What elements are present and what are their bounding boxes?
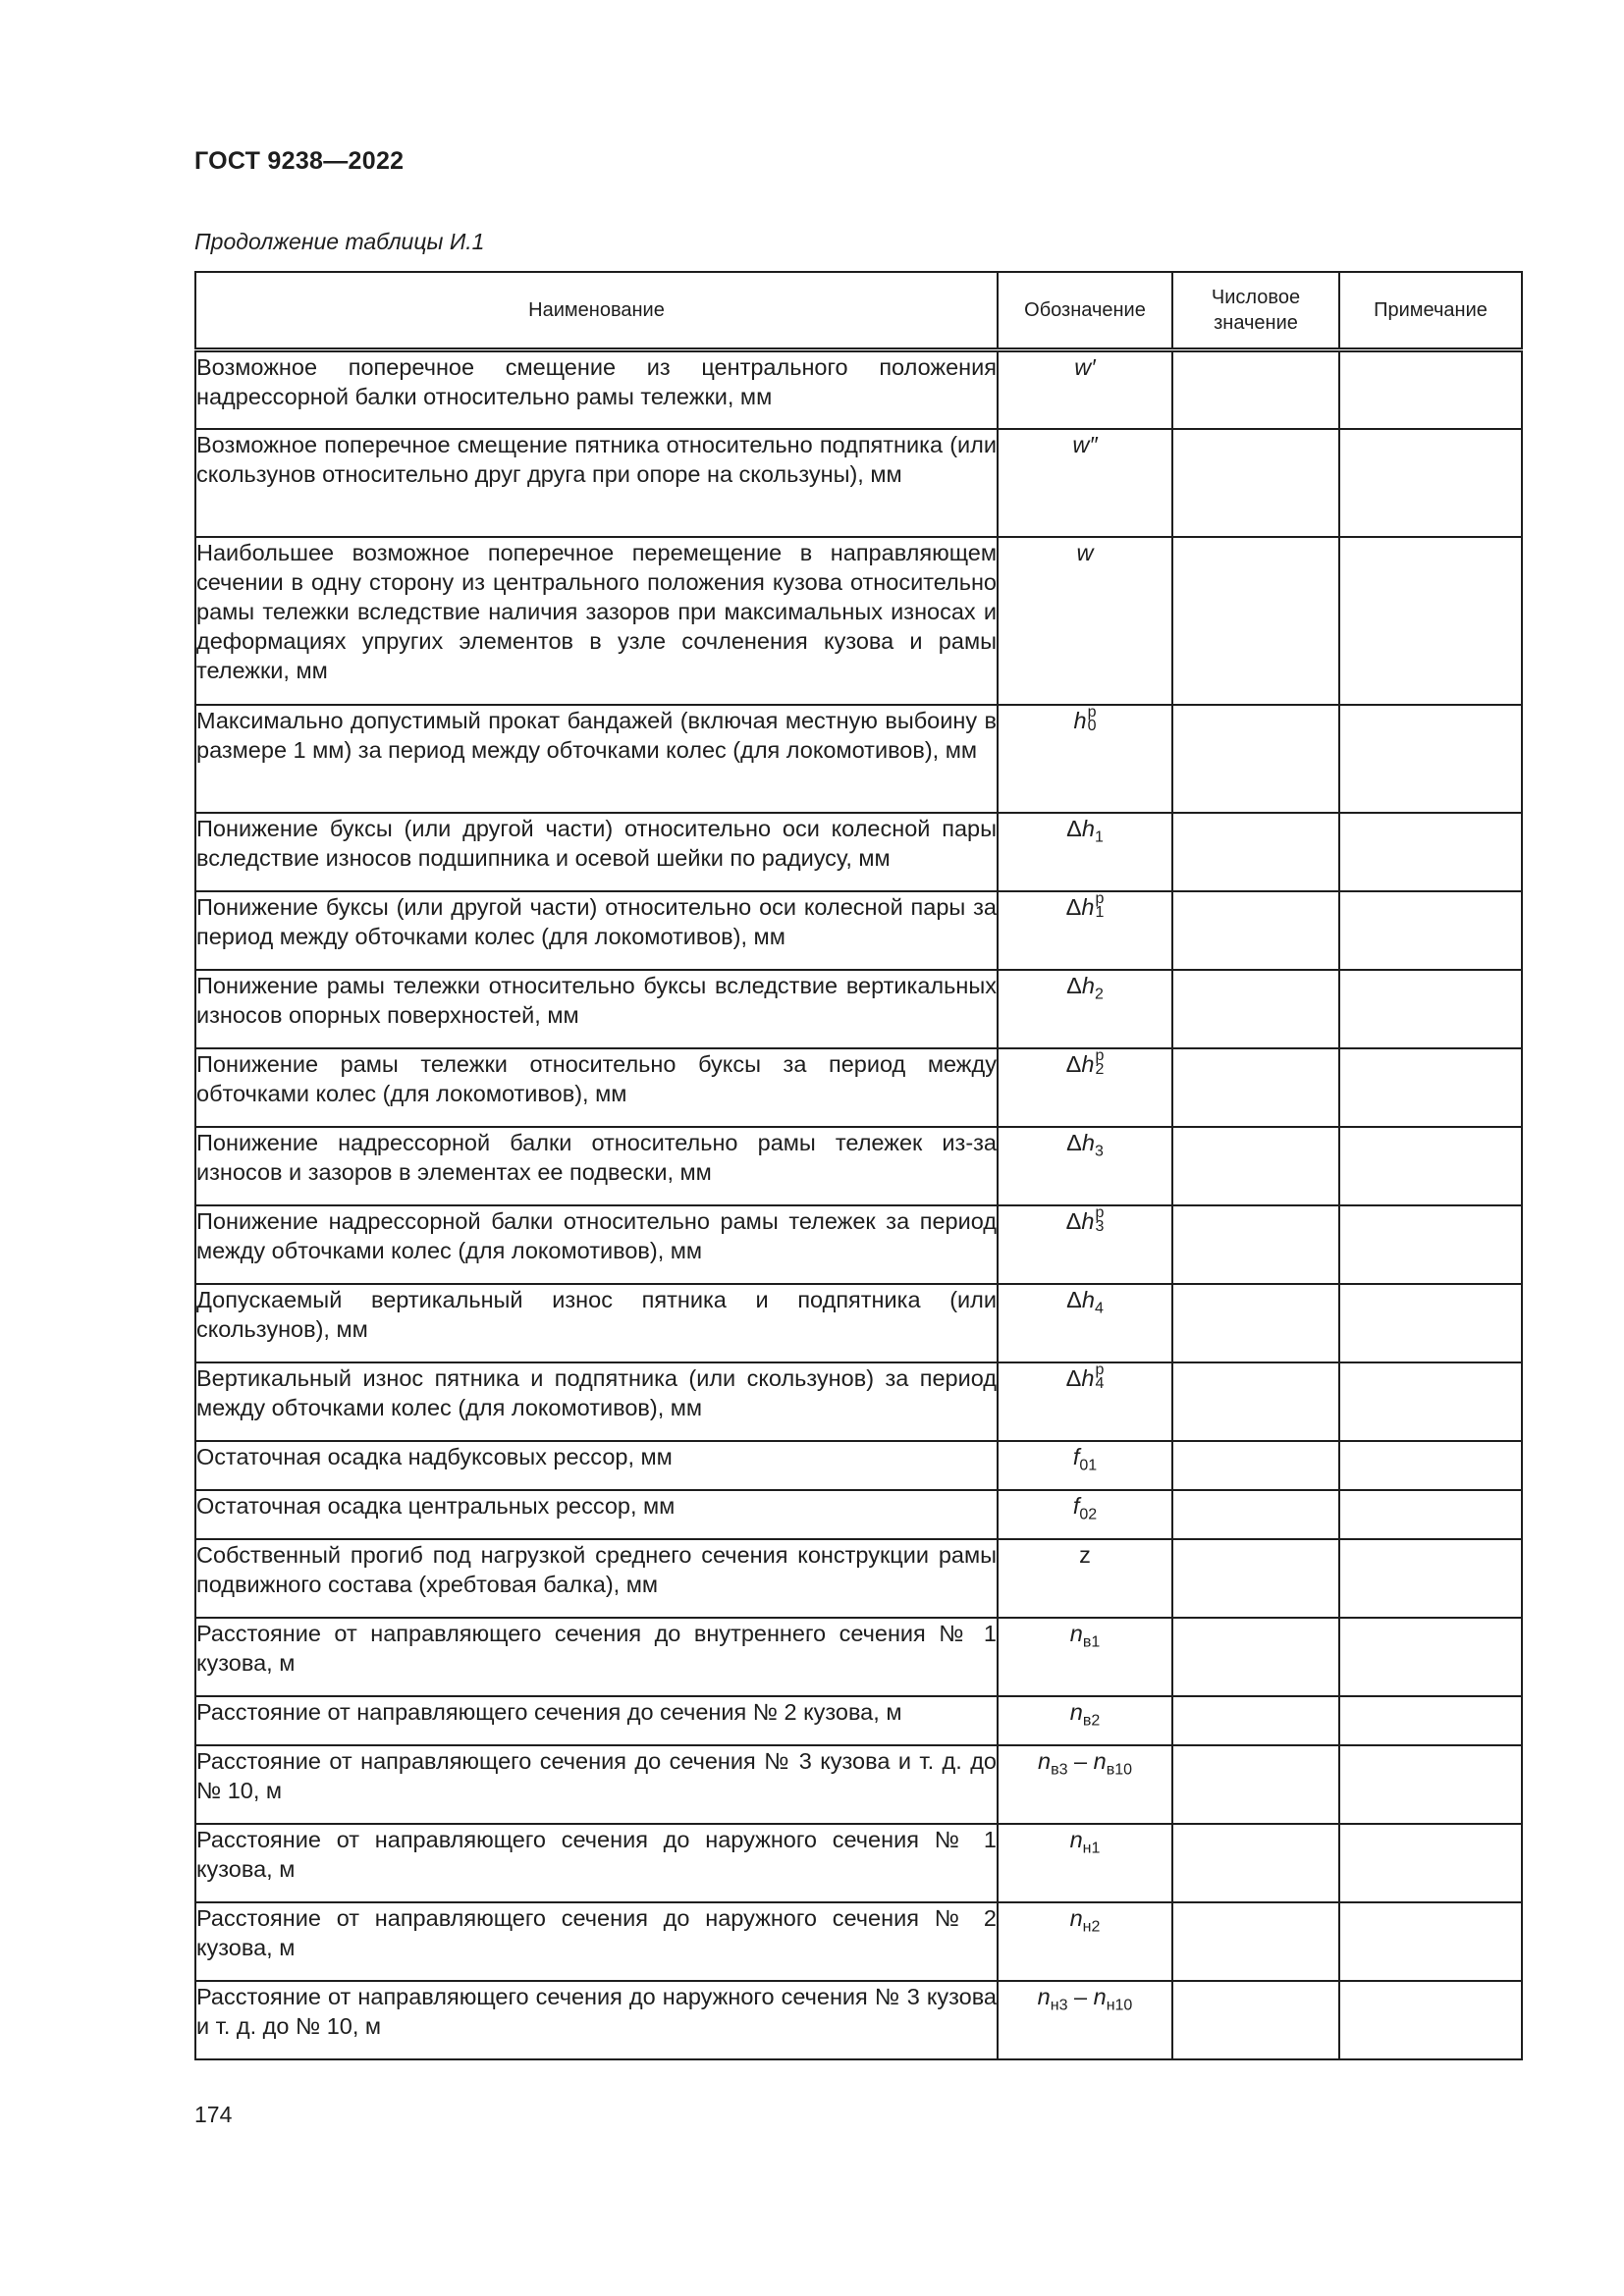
symbol-part: 1 — [1094, 828, 1104, 846]
symbol-part: h — [1081, 1286, 1095, 1312]
numeric-value-cell — [1172, 350, 1339, 429]
parameter-name: Понижение надрессорной балки относительно рамы тележек из-за износов и зазоров в элементах ее подвески, мм — [195, 1127, 998, 1205]
symbol-part: н3 — [1050, 1997, 1068, 2014]
table-row — [195, 1981, 1522, 2059]
note-cell — [1339, 1490, 1522, 1539]
symbol-part: n — [1093, 1747, 1107, 1774]
symbol-indices — [1095, 1206, 1104, 1234]
symbol-part: н1 — [1082, 1840, 1101, 1857]
symbol-part: n — [1069, 1620, 1083, 1646]
parameter-symbol — [998, 1362, 1172, 1441]
symbol-indices — [1095, 1049, 1104, 1077]
numeric-value-cell — [1172, 1362, 1339, 1441]
numeric-value-cell — [1172, 1981, 1339, 2059]
table-row — [195, 429, 1522, 537]
symbol-part: Δ — [1065, 1050, 1082, 1077]
symbol-part: h — [1081, 972, 1095, 998]
parameter-name: Расстояние от направляющего сечения до сечения № 3 кузова и т. д. до № 10, м — [195, 1745, 998, 1824]
symbol-part: Δ — [1066, 972, 1082, 998]
symbol-part: 3 — [1095, 1218, 1105, 1236]
note-cell — [1339, 1205, 1522, 1284]
note-cell — [1339, 813, 1522, 891]
note-cell — [1339, 350, 1522, 429]
symbol-part: р — [1095, 1047, 1105, 1065]
note-cell — [1339, 1127, 1522, 1205]
parameter-symbol — [998, 970, 1172, 1048]
table-row — [195, 705, 1522, 813]
note-cell — [1339, 1981, 1522, 2059]
numeric-value-cell — [1172, 1205, 1339, 1284]
parameter-symbol — [998, 429, 1172, 537]
parameter-name: Вертикальный износ пятника и подпятника (или скользунов) за период между обточками колес (для локомотивов), мм — [195, 1362, 998, 1441]
note-cell — [1339, 705, 1522, 813]
symbol-part: w″ — [1072, 431, 1098, 457]
symbol-part: – — [1067, 1747, 1094, 1774]
note-cell — [1339, 1441, 1522, 1490]
document-header: ГОСТ 9238—2022 — [194, 147, 405, 175]
note-cell — [1339, 1745, 1522, 1824]
symbol-part: h — [1081, 1207, 1095, 1234]
symbol-part: h — [1073, 707, 1087, 733]
parameter-name: Понижение рамы тележки относительно буксы за период между обточками колес (для локомотивов), мм — [195, 1048, 998, 1127]
parameter-symbol — [998, 1902, 1172, 1981]
parameter-symbol — [998, 1441, 1172, 1490]
numeric-value-cell — [1172, 1048, 1339, 1127]
table-header-row — [195, 272, 1522, 350]
note-cell — [1339, 1362, 1522, 1441]
symbol-part: 1 — [1095, 904, 1105, 922]
parameter-name: Остаточная осадка центральных рессор, мм — [195, 1490, 998, 1539]
table-row — [195, 1618, 1522, 1696]
symbol-part: Δ — [1065, 893, 1082, 920]
symbol-part: в10 — [1106, 1761, 1132, 1779]
symbol-part: n — [1069, 1698, 1083, 1725]
numeric-value-cell — [1172, 1490, 1339, 1539]
symbol-part: n — [1093, 1983, 1107, 2009]
symbol-part: Δ — [1066, 1286, 1082, 1312]
parameter-symbol — [998, 1539, 1172, 1618]
table-row — [195, 537, 1522, 705]
symbol-part: Δ — [1065, 1364, 1082, 1391]
note-cell — [1339, 1618, 1522, 1696]
symbol-part: h — [1081, 1050, 1095, 1077]
table-body — [195, 350, 1522, 2059]
note-cell — [1339, 1824, 1522, 1902]
numeric-value-cell — [1172, 1696, 1339, 1745]
parameter-name: Понижение буксы (или другой части) относительно оси колесной пары за период между обточками колес (для локомотивов), мм — [195, 891, 998, 970]
note-cell — [1339, 970, 1522, 1048]
parameter-symbol — [998, 1205, 1172, 1284]
table-row — [195, 1490, 1522, 1539]
parameter-name: Расстояние от направляющего сечения до сечения № 2 кузова, м — [195, 1696, 998, 1745]
parameter-name: Понижение надрессорной балки относительно рамы тележек за период между обточками колес (для локомотивов), мм — [195, 1205, 998, 1284]
symbol-part: n — [1037, 1983, 1051, 2009]
numeric-value-cell — [1172, 970, 1339, 1048]
numeric-value-cell — [1172, 705, 1339, 813]
column-header-value — [1172, 272, 1339, 350]
symbol-part: в3 — [1051, 1761, 1068, 1779]
numeric-value-cell — [1172, 1127, 1339, 1205]
symbol-part: 0 — [1087, 718, 1097, 735]
symbol-part: 2 — [1095, 1061, 1105, 1079]
table-row — [195, 1745, 1522, 1824]
symbol-part: 01 — [1079, 1457, 1098, 1474]
symbol-indices — [1095, 892, 1104, 920]
parameter-symbol — [998, 1981, 1172, 2059]
symbol-part: 2 — [1094, 986, 1104, 1003]
symbol-part: н10 — [1106, 1997, 1133, 2014]
symbol-part: р — [1095, 1204, 1105, 1222]
numeric-value-cell — [1172, 891, 1339, 970]
numeric-value-cell — [1172, 1824, 1339, 1902]
note-cell — [1339, 1696, 1522, 1745]
table-caption: Продолжение таблицы И.1 — [194, 229, 485, 254]
table-row — [195, 1127, 1522, 1205]
numeric-value-cell — [1172, 1284, 1339, 1362]
parameter-name: Собственный прогиб под нагрузкой среднего сечения конструкции рамы подвижного состава (хребтовая балка), мм — [195, 1539, 998, 1618]
parameter-symbol — [998, 891, 1172, 970]
symbol-part: h — [1081, 1129, 1095, 1155]
symbol-part: р — [1095, 1362, 1105, 1379]
column-header-note: Примечание — [1339, 272, 1522, 350]
parameter-symbol — [998, 1127, 1172, 1205]
parameter-name: Возможное поперечное смещение пятника относительно подпятника (или скользунов относительно друг друга при опоре на скользуны), мм — [195, 429, 998, 537]
parameter-name: Остаточная осадка надбуксовых рессор, мм — [195, 1441, 998, 1490]
column-header-symbol: Обозначение — [998, 272, 1172, 350]
parameter-symbol — [998, 1048, 1172, 1127]
note-cell — [1339, 891, 1522, 970]
symbol-indices — [1095, 1363, 1104, 1391]
symbol-part: 4 — [1094, 1300, 1104, 1317]
symbol-part: n — [1069, 1904, 1083, 1931]
symbol-part: 02 — [1079, 1506, 1098, 1523]
table-row — [195, 1441, 1522, 1490]
parameter-symbol — [998, 705, 1172, 813]
symbol-part: Δ — [1066, 815, 1082, 841]
symbol-indices — [1088, 706, 1097, 733]
symbol-part: z — [1079, 1541, 1091, 1568]
numeric-value-cell — [1172, 1618, 1339, 1696]
parameter-symbol — [998, 1618, 1172, 1696]
note-cell — [1339, 1284, 1522, 1362]
numeric-value-cell — [1172, 1441, 1339, 1490]
parameter-symbol — [998, 813, 1172, 891]
parameter-name: Понижение буксы (или другой части) относительно оси колесной пары вследствие износов подшипника и осевой шейки по радиусу, мм — [195, 813, 998, 891]
table-row — [195, 1696, 1522, 1745]
numeric-value-cell — [1172, 813, 1339, 891]
numeric-value-cell — [1172, 1539, 1339, 1618]
parameter-name: Допускаемый вертикальный износ пятника и подпятника (или скользунов), мм — [195, 1284, 998, 1362]
parameter-name: Возможное поперечное смещение из центрального положения надрессорной балки относительно рамы тележки, мм — [195, 350, 998, 429]
parameter-symbol — [998, 1490, 1172, 1539]
symbol-part: n — [1069, 1826, 1083, 1852]
symbol-part: в1 — [1082, 1633, 1101, 1651]
numeric-value-cell — [1172, 1745, 1339, 1824]
parameter-name: Расстояние от направляющего сечения до внутреннего сечения № 1 кузова, м — [195, 1618, 998, 1696]
column-header-name: Наименование — [195, 272, 998, 350]
table-row — [195, 1362, 1522, 1441]
symbol-part: р — [1087, 704, 1097, 721]
note-cell — [1339, 537, 1522, 705]
parameter-symbol — [998, 1696, 1172, 1745]
symbol-part: f — [1072, 1492, 1080, 1519]
page-number: 174 — [194, 2102, 233, 2127]
parameters-table — [194, 271, 1523, 2060]
parameter-name: Наибольшее возможное поперечное перемещение в направляющем сечении в одну сторону из центрального положения кузова относительно рамы тележки вследствие наличия зазоров при максимальных износах и деформациях упругих элементов в узле сочленения кузова и рамы тележки, мм — [195, 537, 998, 705]
symbol-part: w′ — [1074, 354, 1096, 380]
symbol-part: 4 — [1095, 1375, 1105, 1393]
symbol-part: h — [1081, 815, 1095, 841]
parameter-symbol — [998, 350, 1172, 429]
symbol-part: р — [1095, 890, 1105, 908]
table-row — [195, 813, 1522, 891]
parameter-name: Максимально допустимый прокат бандажей (включая местную выбоину в размере 1 мм) за период между обточками колес (для локомотивов), мм — [195, 705, 998, 813]
table-row — [195, 1048, 1522, 1127]
symbol-part: н2 — [1082, 1918, 1101, 1936]
table-row — [195, 1205, 1522, 1284]
note-cell — [1339, 1902, 1522, 1981]
parameter-name: Расстояние от направляющего сечения до наружного сечения № 3 кузова и т. д. до № 10, м — [195, 1981, 998, 2059]
parameter-symbol — [998, 1745, 1172, 1824]
table-row — [195, 1902, 1522, 1981]
symbol-part: f — [1072, 1443, 1080, 1469]
parameter-symbol — [998, 537, 1172, 705]
table-row — [195, 970, 1522, 1048]
symbol-part: 3 — [1094, 1143, 1104, 1160]
numeric-value-cell — [1172, 1902, 1339, 1981]
table-row — [195, 1824, 1522, 1902]
table-row — [195, 1539, 1522, 1618]
numeric-value-cell — [1172, 537, 1339, 705]
symbol-part: – — [1067, 1983, 1094, 2009]
table-row — [195, 350, 1522, 429]
symbol-part: Δ — [1065, 1207, 1082, 1234]
note-cell — [1339, 1048, 1522, 1127]
parameter-symbol — [998, 1824, 1172, 1902]
parameter-name: Расстояние от направляющего сечения до наружного сечения № 2 кузова, м — [195, 1902, 998, 1981]
parameter-name: Расстояние от направляющего сечения до наружного сечения № 1 кузова, м — [195, 1824, 998, 1902]
symbol-part: n — [1038, 1747, 1052, 1774]
symbol-part: h — [1081, 1364, 1095, 1391]
parameter-name: Понижение рамы тележки относительно буксы вследствие вертикальных износов опорных поверхностей, мм — [195, 970, 998, 1048]
note-cell — [1339, 1539, 1522, 1618]
note-cell — [1339, 429, 1522, 537]
column-header-value-text: Числовое значение — [1211, 287, 1301, 334]
symbol-part: Δ — [1066, 1129, 1082, 1155]
symbol-part: в2 — [1082, 1712, 1101, 1730]
symbol-part: w — [1076, 539, 1094, 565]
symbol-part: h — [1081, 893, 1095, 920]
table-row — [195, 891, 1522, 970]
parameter-symbol — [998, 1284, 1172, 1362]
numeric-value-cell — [1172, 429, 1339, 537]
table-row — [195, 1284, 1522, 1362]
